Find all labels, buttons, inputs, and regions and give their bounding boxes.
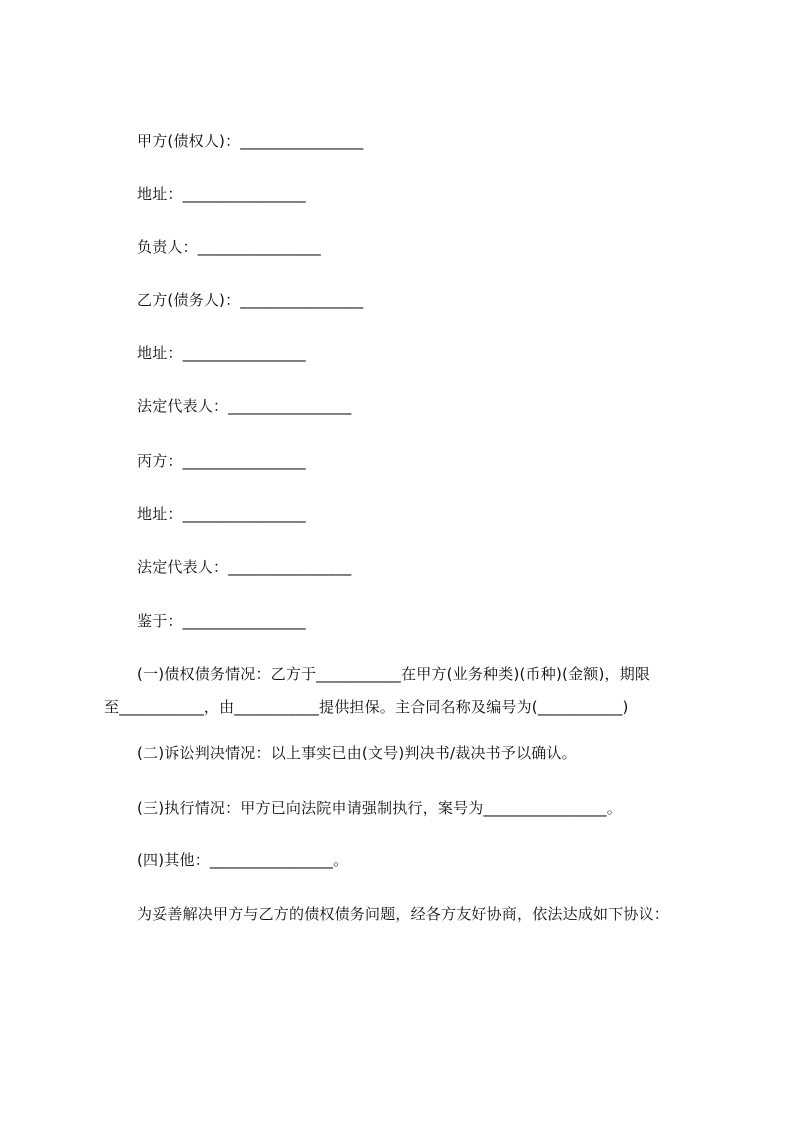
third-party-representative-line: 法定代表人：________________ [137,558,352,576]
debtor-line: 乙方(债务人)：________________ [137,291,364,309]
creditor-address-line: 地址：________________ [137,185,306,203]
clause-one [104,658,704,724]
clause-one-line-2: 至___________，由___________提供担保。主合同名称及编号为(___________) [104,698,629,716]
third-party-line: 丙方：________________ [137,452,306,470]
creditor-manager-line: 负责人：________________ [137,238,322,256]
clause-four: (四)其他：________________。 [137,851,349,869]
debtor-representative-line: 法定代表人：________________ [137,397,352,415]
clause-one-line-1: (一)债权债务情况：乙方于___________在甲方(业务种类)(币种)(金额)，期限 [137,665,651,683]
third-party-address-line: 地址：________________ [137,505,306,523]
clause-three: (三)执行情况：甲方已向法院申请强制执行，案号为________________。 [137,799,622,817]
whereas-line: 鉴于：________________ [137,612,306,630]
creditor-line: 甲方(债权人)：________________ [137,132,364,150]
debtor-address-line: 地址：________________ [137,344,306,362]
conclusion-paragraph: 为妥善解决甲方与乙方的债权债务问题，经各方友好协商，依法达成如下协议： [137,905,670,923]
clause-two: (二)诉讼判决情况：以上事实已由(文号)判决书/裁决书予以确认。 [137,744,577,762]
